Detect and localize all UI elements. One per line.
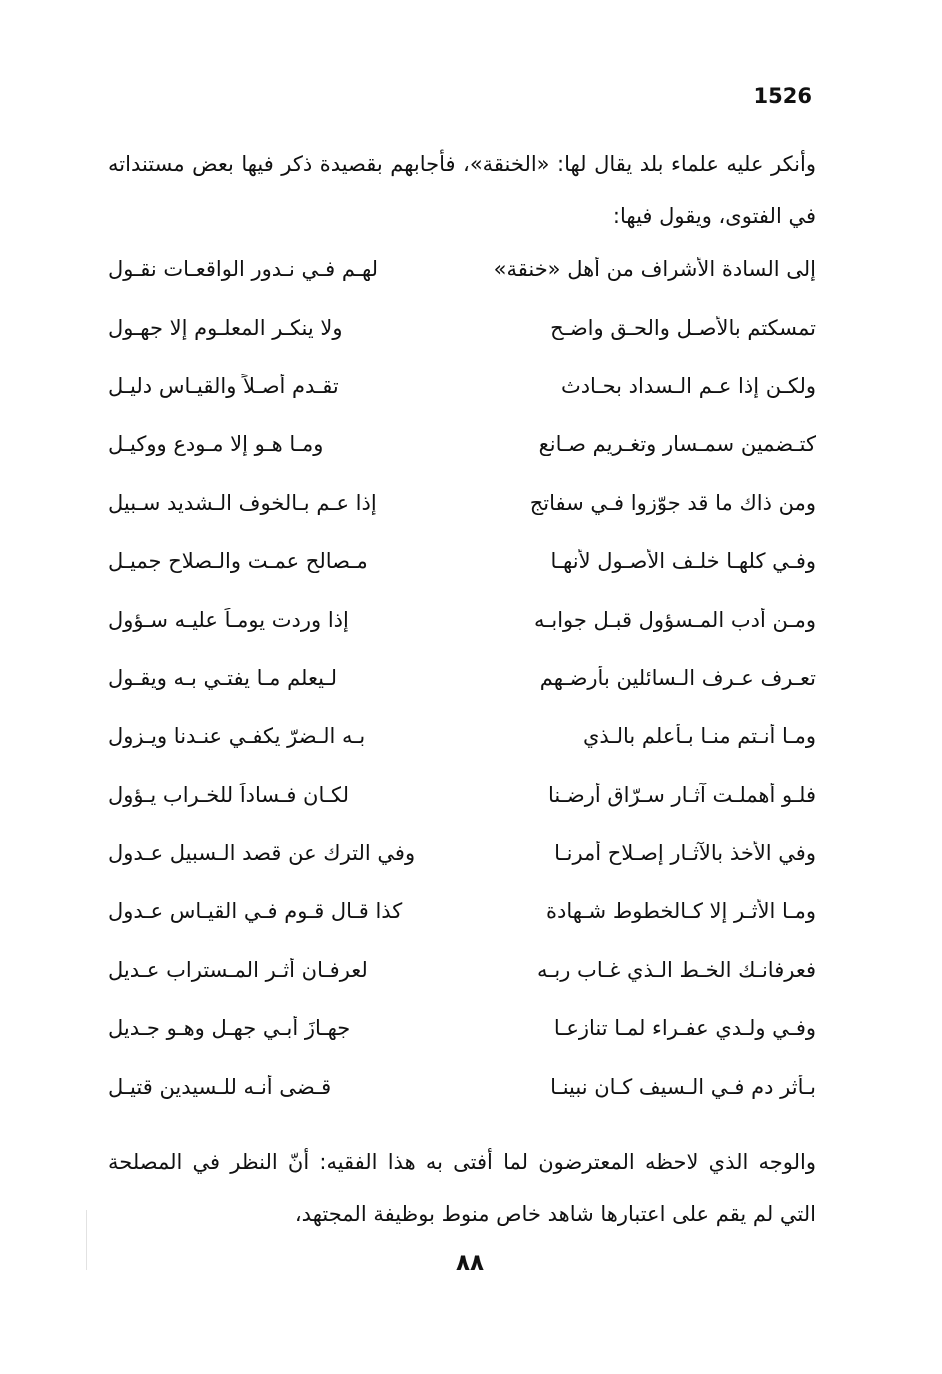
verse-first-hemistich: ومـا الأثـر إلا كـالخطوط شـهادة xyxy=(545,899,816,924)
verse-first-hemistich: فلـو أهملـت آثـار سـرّاق أرضـنا xyxy=(548,782,816,807)
verse-first-hemistich: ومن ذاك ما قد جوّزوا فـي سفاتج xyxy=(529,490,816,515)
verse-second-hemistich: بـه الـضرّ يكفـي عنـدنا ويـزول xyxy=(108,724,366,749)
verse-line xyxy=(108,298,816,356)
verse-line xyxy=(108,532,816,590)
verse-second-hemistich: مـصالح عمـت والـصلاح جميـل xyxy=(108,549,368,574)
verse-first-hemistich: وفي الأخذ بالآثـار إصـلاح أمرنـا xyxy=(554,841,816,866)
verse-first-hemistich: كتـضمين سمـسار وتغـريم صـانع xyxy=(538,432,816,457)
verse-second-hemistich: تقـدم أصـلاً والقيـاس دليـل xyxy=(108,373,339,398)
verse-second-hemistich: قـضى أنـه للـسيدين قتيـل xyxy=(108,1074,332,1099)
verse-line xyxy=(108,415,816,473)
verse-first-hemistich: فعرفانـك الخـط الـذي غـاب ربـه xyxy=(536,957,816,982)
closing-paragraph: والوجه الذي لاحظه المعترضون لما أفتى به هذا الفقيه: أنّ النظر في المصلحة التي لم يقم على اعتبارها شاهد خاص منوط بوظيفة المجتهد، xyxy=(108,1150,816,1226)
verse-line xyxy=(108,999,816,1057)
verse-line xyxy=(108,357,816,415)
verse-line xyxy=(108,590,816,648)
verse-first-hemistich: ولكـن إذا عـم الـسداد بحـادث xyxy=(560,373,816,398)
verse-second-hemistich: إذا عـم بـالخوف الـشديد سـبيل xyxy=(108,490,377,515)
poem xyxy=(108,240,816,1116)
verse-line xyxy=(108,824,816,882)
verse-first-hemistich: إلى السادة الأشراف من أهل «خنقة» xyxy=(493,257,816,282)
verse-line xyxy=(108,882,816,940)
verse-line xyxy=(108,474,816,532)
verse-line xyxy=(108,941,816,999)
verse-line xyxy=(108,766,816,824)
document-id: 1526 xyxy=(753,84,812,108)
verse-first-hemistich: وفـي كلهـا خلـف الأصـول لأنهـا xyxy=(550,549,816,574)
page-number: ٨٨ xyxy=(455,1250,485,1276)
intro-paragraph: وأنكر عليه علماء بلد يقال لها: «الخنقة»، فأجابهم بقصيدة ذكر فيها بعض مستنداته في الفتوى، ويقول فيها: xyxy=(108,152,816,228)
verse-line xyxy=(108,240,816,298)
verse-second-hemistich: لـيعلم مـا يفتـي بـه ويقـول xyxy=(108,665,338,690)
verse-second-hemistich: كذا قـال قـوم فـي القيـاس عـدول xyxy=(108,899,403,924)
verse-second-hemistich: ومـا هـو إلا مـودع ووكيـل xyxy=(108,432,324,457)
verse-line xyxy=(108,1057,816,1115)
verse-first-hemistich: وفـي ولـدي عفـراء لمـا تنازعـا xyxy=(553,1016,816,1041)
verse-first-hemistich: بـأثر دم فـي الـسيف كـان نبينـا xyxy=(550,1074,816,1099)
verse-line xyxy=(108,707,816,765)
verse-line xyxy=(108,649,816,707)
verse-first-hemistich: تعـرف عـرف الـسائلين بأرضـهم xyxy=(539,665,816,690)
margin-divider xyxy=(86,1210,87,1270)
verse-first-hemistich: ومـا أنـتم منـا بـأعلم بالـذي xyxy=(582,724,816,749)
verse-first-hemistich: ومـن أدب المـسؤول قبـل جوابـه xyxy=(533,607,816,632)
verse-first-hemistich: تمسكتم بالأصـل والحـق واضـح xyxy=(550,315,816,340)
verse-second-hemistich: ولا ينكـر المعلـوم إلا جهـول xyxy=(108,315,343,340)
verse-second-hemistich: لكـان فـساداً للخـراب يـؤول xyxy=(108,782,349,807)
verse-second-hemistich: لعرفـان أثـر المـستراب عـديل xyxy=(108,957,368,982)
verse-second-hemistich: إذا وردت يومـاً عليـه سـؤول xyxy=(108,607,349,632)
verse-second-hemistich: جهـازَ أبـي جهـل وهـو جـديل xyxy=(108,1016,351,1041)
verse-second-hemistich: لهـم فـي نـدور الواقعـات نقـول xyxy=(108,257,379,282)
verse-second-hemistich: وفي الترك عن قصد الـسبيل عـدول xyxy=(108,841,416,866)
